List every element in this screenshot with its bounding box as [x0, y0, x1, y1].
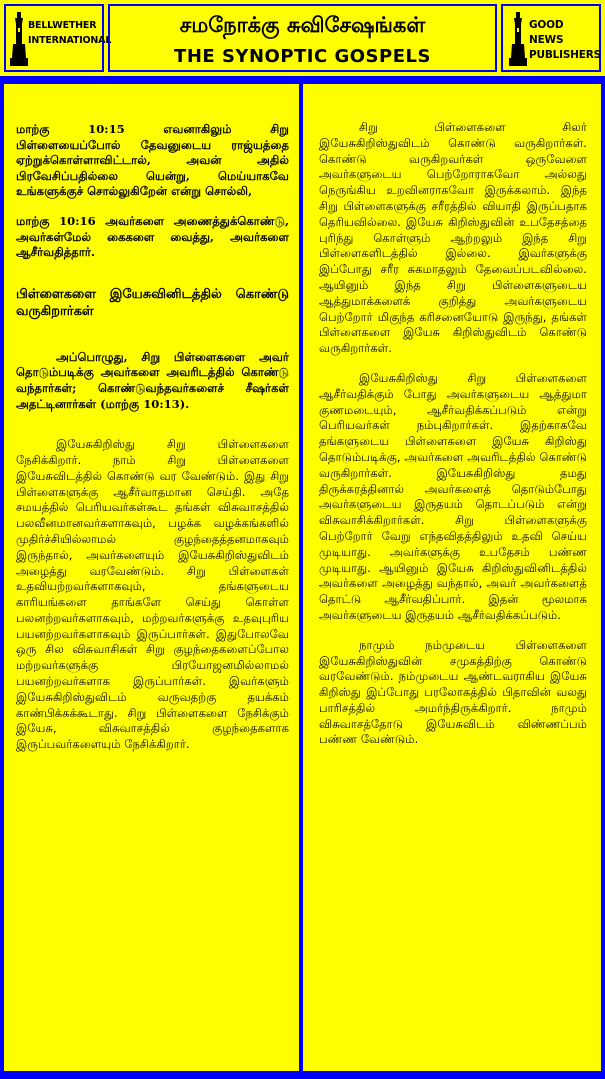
logo-left-line1: BELLWETHER — [28, 20, 97, 31]
verse-mark-10-16: மாற்கு 10:16 அவர்களை அணைத்துக்கொண்டு, அவர்கள்மேல் கைகளை வைத்து, அவர்களை ஆசீர்வதித்தார். — [16, 213, 289, 260]
body-paragraph: இயேசுகிறிஸ்து சிறு பிள்ளைகளை நேசிக்கிறார். நாம் சிறு பிள்ளைகளை இயேசுவிடத்தில் கொண்டு வர வேண்டும். இது சிறு பிள்ளைகளுக்கு ஆசீர்வாதமான செய்தி. அதே சமயத்தில் பெரியவர்கள்கூட தங்கள் விசுவாசத்தில் பலவீனமானவர்களாகவும், பழக்க வழக்கங்களில் முதிர்ச்சியில்லாமல் குழந்தைத்தனமாகவும் இருந்தால், அவர்களையும் இயேசுகிறிஸ்துவிடம் அழைத்து வரவேண்டும். சிறு பிள்ளைகள் உதவியற்றவர்களாகவும், தங்களுடைய காரியங்களை தாங்களே செய்து கொள்ள பலனற்றவர்களாகவும், மற்றவர்களுக்கு உதவுபுரிய பயனற்றவர்களாகவும் இருப்பார்கள். இதுபோலவே ஒரு சில விசுவாசிகள் சிறு குழந்தைகளைப்போல மற்றவர்களுக்கு பிரயோஜனமில்லாமல் பயனற்றவர்களாக இருப்பார்கள். இவர்களும் இயேசுகிறிஸ்துவிடம் வருவதற்கு தயக்கம் காண்பிக்கக்கூடாது. சிறு பிள்ளைகளை நேசிக்கும் இயேசு, விசுவாசத்தில் குழந்தைகளாக இருப்பவர்களையும் நேசிக்கிறார். — [16, 437, 289, 752]
bottom-border — [0, 1075, 605, 1079]
logo-right-line1: GOOD NEWS — [529, 19, 564, 46]
verse-mark-10-15: மாற்கு 10:15 எவனாகிலும் சிறு பிள்ளையைப்போல் தேவனுடைய ராஜ்யத்தை ஏற்றுக்கொள்ளாவிட்டால், அவன் அதில் பிரவேசிப்பதில்லை யென்று, மெய்யாகவே உங்களுக்குச் சொல்லுகிறேன் என்று சொல்லி, — [16, 122, 289, 199]
right-column — [299, 80, 605, 1075]
body-paragraph: நாமும் நம்முடைய பிள்ளைகளை இயேசுகிறிஸ்துவின் சமுகத்திற்கு கொண்டு வரவேண்டும். நம்முடைய ஆண்டவராகிய இயேசு கிறிஸ்து இப்போது பரலோகத்தில் பிதாவின் வலது பாரிசத்தில் அமர்ந்திருக்கிறார். நாமும் விசுவாசத்தோடு இயேசுவிடம் விண்ணப்பம் பண்ண வேண்டும். — [319, 637, 587, 747]
bellwether-logo-text — [28, 18, 111, 48]
title-box — [108, 4, 497, 72]
section-heading: பிள்ளைகளை இயேசுவினிடத்தில் கொண்டு வருகிறார்கள் — [16, 286, 289, 319]
left-column — [0, 80, 303, 1075]
header — [0, 0, 605, 80]
bellwether-logo — [4, 4, 112, 72]
body-paragraph: சிறு பிள்ளைகளை சிலர் இயேசுகிறிஸ்துவிடம் கொண்டு வருகிறார்கள். கொண்டு வருகிறவர்கள் ஒருவேளை அவர்களுடைய பெற்றோராகவோ அல்லது நெருங்கிய உறவினராகவோ இருக்கலாம். இந்த சிறு பிள்ளைகளுக்கு சரீரத்தில் வியாதி இருப்பதாக தெரியவில்லை. இயேசு கிறிஸ்துவின் உபதேசத்தை புரிந்து கொள்ளும் ஆற்றலும் இந்த சிறு பிள்ளைகளிடத்தில் இல்லை. இவர்களுக்கு இப்போது சரீர சுகமாதலும் தேவைப்படவில்லை. ஆயினும் இந்த சிறு பிள்ளைகளுடைய ஆத்துமாக்களைக் குறித்து அவர்களுடைய பெற்றோர் மிகுந்த கரிசனையோடு இருந்து, தங்கள் பிள்ளைகளை இயேசு கிறிஸ்துவிடம் கொண்டு வருகிறார்கள். — [319, 120, 587, 356]
tower-icon — [509, 10, 527, 66]
tower-icon — [10, 10, 28, 66]
page-title-tamil: சமநோக்கு சுவிசேஷங்கள் — [179, 13, 426, 37]
good-news-logo-text — [529, 18, 601, 63]
body-paragraph: இயேசுகிறிஸ்து சிறு பிள்ளைகளை ஆசீர்வதிக்கும் போது அவர்களுடைய ஆத்துமா குணமடையும், ஆசீர்வதிக்கப்படும் என்று பெரியவர்கள் நம்புகிறார்கள். இதற்காகவே தங்களுடைய பிள்ளைகளை இயேசு கிறிஸ்து தொடும்படிக்கு, அவர்களை அவரிடத்தில் கொண்டு வருகிறார்கள். இயேசுகிறிஸ்து தமது திருக்கரத்தினால் அவர்களைத் தொடும்போது அவர்களுடைய இருதயம் தொடப்படும் என்று விசுவாசிக்கிறார்கள். சிறு பிள்ளைகளுக்கு பெற்றோர் வேறு எந்தவிதத்திலும் உதவி செய்ய முடியாது. அவர்களுக்கு உபதேசம் பண்ண முடியாது. ஆயினும் இயேசு கிறிஸ்துவினிடத்தில் அவர்களை அழைத்து வந்தால், அவர் அவர்களைத் தொட்டு ஆசீர்வதிப்பார். இதன் மூலமாக அவர்களுடைய இருதயம் ஆசீர்வதிக்கப்படும். — [319, 370, 587, 622]
logo-right-line2: PUBLISHERS — [529, 49, 601, 61]
page-title-english: THE SYNOPTIC GOSPELS — [174, 46, 431, 67]
logo-left-line2: INTERNATIONAL — [28, 35, 112, 46]
verse-mark-10-13: அப்பொழுது, சிறு பிள்ளைகளை அவர் தொடும்படிக்கு அவர்களை அவரிடத்தில் கொண்டு வந்தார்கள்; கொண்டுவந்தவர்களைச் சீஷர்கள் அதட்டினார்கள் (மாற்கு 10:13). — [16, 349, 289, 411]
good-news-logo — [501, 4, 601, 72]
